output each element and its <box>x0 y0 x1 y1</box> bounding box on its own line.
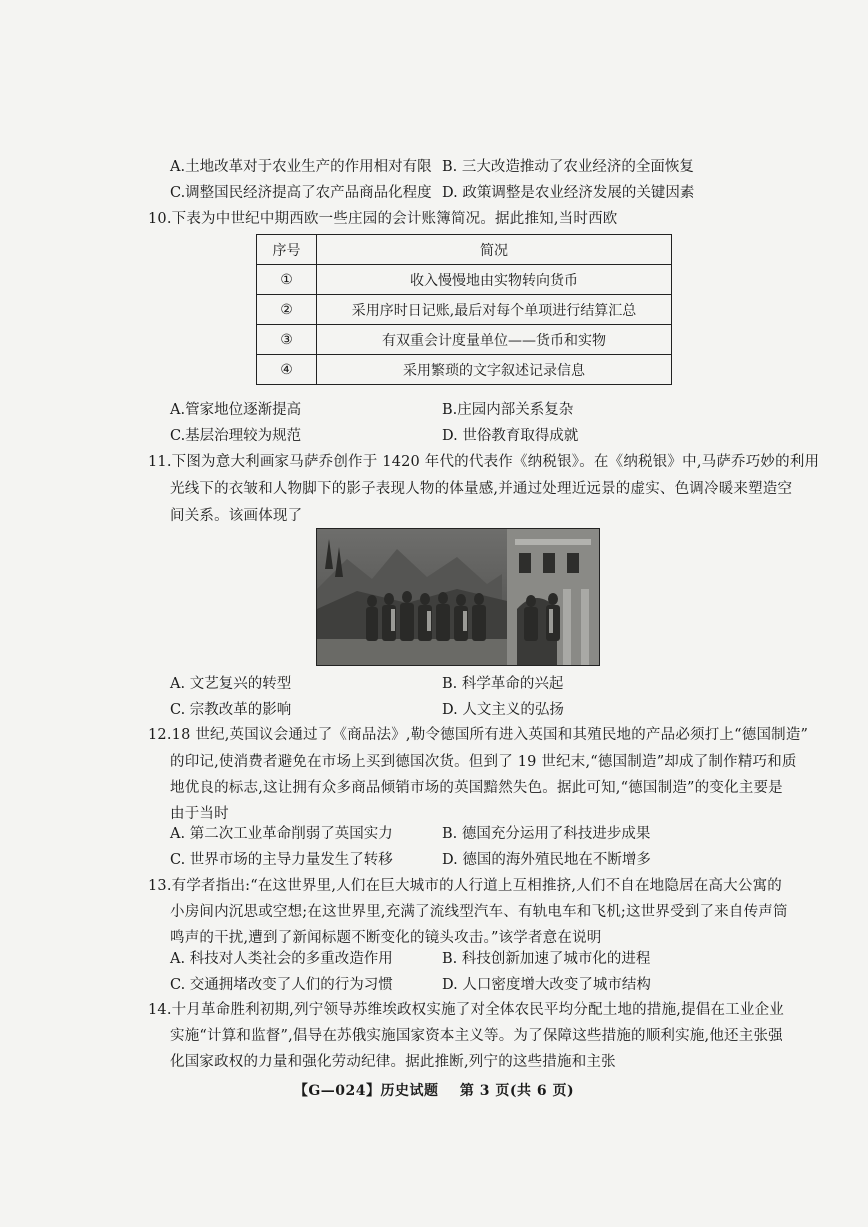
q13-option-a: A. 科技对人类社会的多重改造作用 <box>170 951 393 967</box>
tribute-money-painting <box>316 528 600 666</box>
q10-option-c: C.基层治理较为规范 <box>170 428 302 444</box>
table-cell-summary: 采用序时日记账,最后对每个单项进行结算汇总 <box>317 295 672 325</box>
table-cell-index: ③ <box>257 325 317 355</box>
q11-stem-line-2: 光线下的衣皱和人物脚下的影子表现人物的体量感,并通过处理近远景的虚实、色调冷暖来塑造空 <box>170 481 793 497</box>
q11-stem-line-3: 间关系。该画体现了 <box>170 508 303 524</box>
table-cell-index: ② <box>257 295 317 325</box>
q11-stem-line-1: 11.下图为意大利画家马萨乔创作于 1420 年代的代表作《纳税银》。在《纳税银》中,马萨乔巧妙的利用 <box>148 454 820 470</box>
table-header-summary: 简况 <box>317 235 672 265</box>
q13-option-d: D. 人口密度增大改变了城市结构 <box>442 977 651 993</box>
q12-option-d: D. 德国的海外殖民地在不断增多 <box>442 852 651 868</box>
q10-options-row-2 <box>170 424 730 444</box>
q10-option-d: D. 世俗教育取得成就 <box>442 428 579 444</box>
table-row <box>257 355 672 385</box>
q11-option-c: C. 宗教改革的影响 <box>170 702 292 718</box>
q12-options-row-1 <box>170 822 730 842</box>
q12-stem-line-1: 12.18 世纪,英国议会通过了《商品法》,勒令德国所有进入英国和其殖民地的产品必须打上“德国制造” <box>148 727 809 743</box>
q9-option-a: A.土地改革对于农业生产的作用相对有限 <box>170 159 432 175</box>
table-cell-summary: 采用繁琐的文字叙述记录信息 <box>317 355 672 385</box>
table-row <box>257 295 672 325</box>
q13-option-b: B. 科技创新加速了城市化的进程 <box>442 951 651 967</box>
q11-options-row-1 <box>170 672 730 692</box>
table-row <box>257 265 672 295</box>
q12-option-c: C. 世界市场的主导力量发生了转移 <box>170 852 393 868</box>
q10-option-a: A.管家地位逐渐提高 <box>170 402 302 418</box>
q13-stem-line-3: 鸣声的干扰,遭到了新闻标题不断变化的镜头攻击。”该学者意在说明 <box>170 930 602 946</box>
q12-option-a: A. 第二次工业革命削弱了英国实力 <box>170 826 393 842</box>
q12-stem-line-4: 由于当时 <box>170 806 229 822</box>
q12-options-row-2 <box>170 848 730 868</box>
table-cell-summary: 有双重会计度量单位——货币和实物 <box>317 325 672 355</box>
q12-stem-line-3: 地优良的标志,这让拥有众多商品倾销市场的英国黯然失色。据此可知,“德国制造”的变化主要是 <box>170 780 783 796</box>
q11-option-d: D. 人文主义的弘扬 <box>442 702 564 718</box>
q10-options-row-1 <box>170 398 730 418</box>
q11-options-row-2 <box>170 698 730 718</box>
table-cell-summary: 收入慢慢地由实物转向货币 <box>317 265 672 295</box>
q13-option-c: C. 交通拥堵改变了人们的行为习惯 <box>170 977 393 993</box>
q11-option-b: B. 科学革命的兴起 <box>442 676 564 692</box>
painting-image <box>317 529 599 665</box>
table-cell-index: ④ <box>257 355 317 385</box>
q13-stem-line-1: 13.有学者指出:“在这世界里,人们在巨大城市的人行道上互相推挤,人们不自在地隐居在高大公寓的 <box>148 878 782 894</box>
q12-stem-line-2: 的印记,使消费者避免在市场上买到德国次货。但到了 19 世纪末,“德国制造”却成了制作精巧和质 <box>170 754 797 770</box>
q14-stem-line-3: 化国家政权的力量和强化劳动纪律。据此推断,列宁的这些措施和主张 <box>170 1054 616 1070</box>
table-header-row <box>257 235 672 265</box>
q9-option-c: C.调整国民经济提高了农产品商品化程度 <box>170 185 432 201</box>
exam-code: 【G—024】历史试题 <box>293 1083 439 1099</box>
q13-options-row-1 <box>170 947 730 967</box>
q13-stem-line-2: 小房间内沉思或空想;在这世界里,充满了流线型汽车、有轨电车和飞机;这世界受到了来自传声筒 <box>170 904 788 920</box>
q9-option-b: B. 三大改造推动了农业经济的全面恢复 <box>442 159 694 175</box>
table-cell-index: ① <box>257 265 317 295</box>
q11-option-a: A. 文艺复兴的转型 <box>170 676 292 692</box>
q14-stem-line-2: 实施“计算和监督”,倡导在苏俄实施国家资本主义等。为了保障这些措施的顺利实施,他还主张强 <box>170 1028 783 1044</box>
q9-options-row-1 <box>170 155 730 175</box>
q12-option-b: B. 德国充分运用了科技进步成果 <box>442 826 651 842</box>
table-row <box>257 325 672 355</box>
table-header-index: 序号 <box>257 235 317 265</box>
q9-option-d: D. 政策调整是农业经济发展的关键因素 <box>442 185 695 201</box>
page-footer <box>0 1080 868 1100</box>
q10-accounting-table <box>256 234 672 385</box>
page-number: 第 3 页(共 6 页) <box>459 1083 575 1099</box>
q10-stem: 10.下表为中世纪中期西欧一些庄园的会计账簿简况。据此推知,当时西欧 <box>148 211 618 227</box>
q9-options-row-2 <box>170 181 730 201</box>
q14-stem-line-1: 14.十月革命胜利初期,列宁领导苏维埃政权实施了对全体农民平均分配土地的措施,提倡在工业企业 <box>148 1002 784 1018</box>
q10-option-b: B.庄园内部关系复杂 <box>442 402 574 418</box>
q13-options-row-2 <box>170 973 730 993</box>
